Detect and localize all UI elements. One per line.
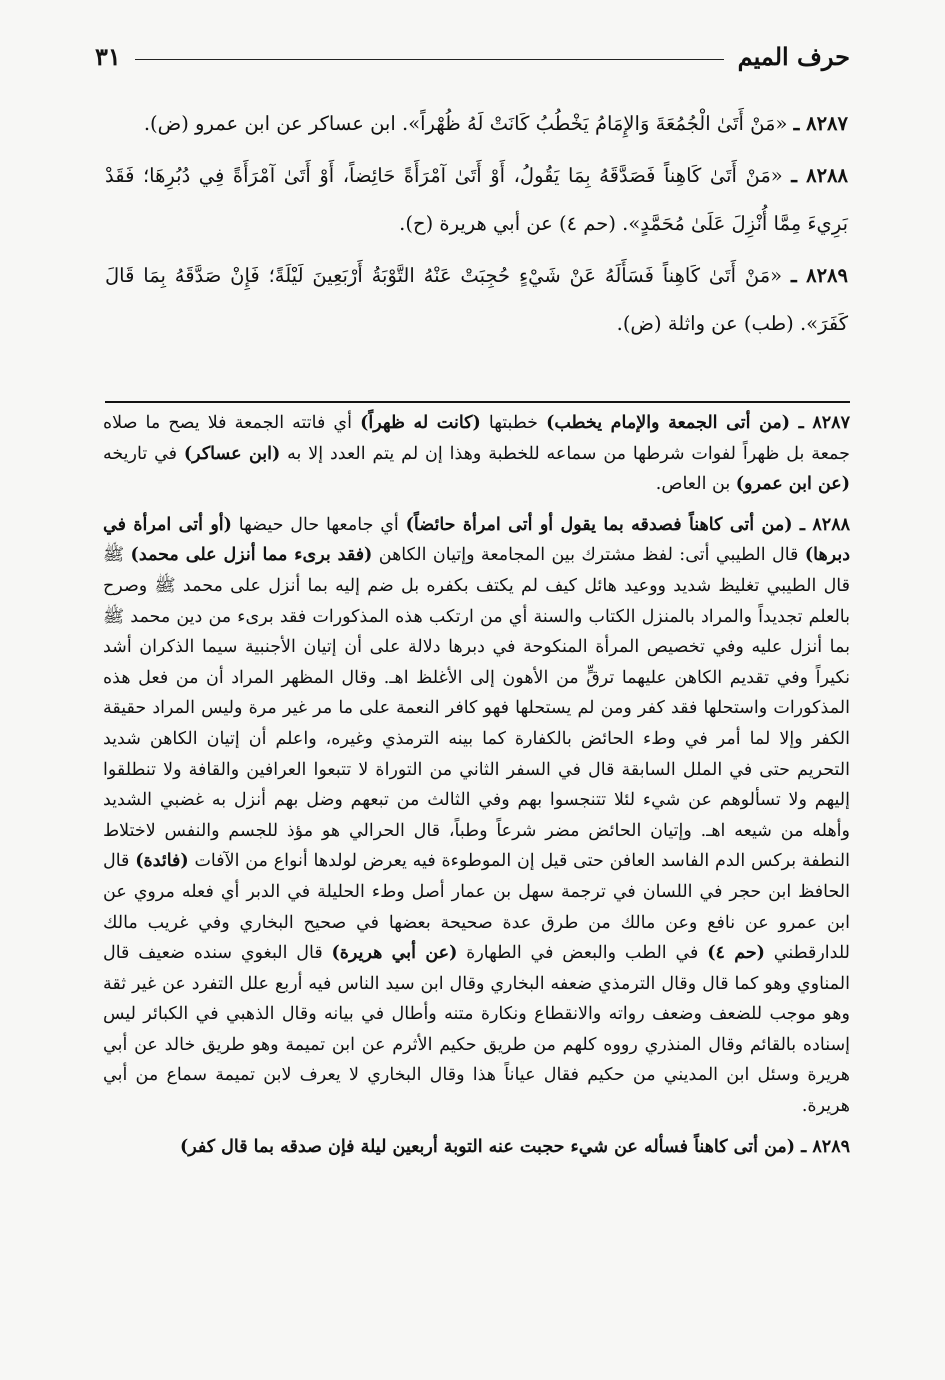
hadith-number: ٨٢٨٨ ـ — [791, 164, 848, 187]
hadith-entry — [105, 100, 848, 148]
header-rule — [135, 59, 724, 60]
commentary-paragraph — [103, 510, 850, 1122]
commentary-text: قال الحافظ ابن حجر في اللسان في ترجمة سهل بن عمار أصل وطء الحليلة في الدبر أي فعله مروي عن ابن عمرو عن نافع وعن مالك من طرق عدة صحيحة بعضها في صحيح البخاري وفي غريب مالك للدارقطني — [103, 851, 850, 964]
commentary-text: قال البغوي سنده ضعيف قال المناوي وهو كما قال وقال الترمذي ضعفه البخاري وقال ابن سيد الناس فيه أربع علل التفرد عن غير ثقة وهو موجب للضعف وضعف رواته والانقطاع ونكارة متنه وأطال في بيانه وقال الذهبي في الكبائر ليس إسناده بالقائم وقال المنذري رووه كلهم من طريق حكيم الأثرم عن ابن تميمة وهو طريق خالد عن أبي هريرة وسئل ابن المديني من حكيم فقال عياناً هذا وقال البخاري لا يعرف لابن تميمة سماع من أبي هريرة. — [103, 943, 850, 1117]
commentary-quote: (أو أتى امرأة في دبرها) — [103, 514, 850, 566]
commentary-text: بن العاص. — [655, 474, 736, 495]
commentary-quote: (فقد برىء مما أنزل على محمد) — [130, 545, 373, 566]
hadith-reference: ابن عساكر عن ابن عمرو (ض). — [143, 112, 396, 135]
commentary-text: قال الطيبي أتى: لفظ مشترك بين المجامعة وإتيان الكاهن — [372, 545, 805, 566]
commentary-quote: (حم ٤) — [707, 943, 765, 964]
commentary-quote: (عن أبي هريرة) — [331, 943, 458, 964]
hadith-entry — [105, 152, 848, 248]
page-header — [95, 42, 850, 71]
commentary-quote: (كانت له ظهراً) — [360, 413, 481, 433]
commentary-quote: (ابن عساكر) — [183, 443, 281, 464]
hadith-text-section — [105, 100, 848, 352]
chapter-title: حرف الميم — [737, 42, 850, 71]
hadith-reference: (حم ٤) عن أبي هريرة (ح). — [399, 212, 616, 235]
commentary-quote: (عن ابن عمرو) — [735, 474, 850, 495]
commentary-quote: ٨٢٨٨ ـ (من أتى كاهناً فصدقه بما يقول أو أتى امرأة حائضاً) — [405, 514, 850, 535]
commentary-text: ﷺ قال الطيبي تغليظ شديد ووعيد هائل كيف لم يكتف بكفره بل ضم إليه بما أنزل على محمد ﷺ وصرح بالعلم تجديداً والمراد بالمنزل الكتاب والسنة أي من ارتكب هذه المذكورات فقد برىء من دين محمد ﷺ بما أنزل عليه وفي تخصيص المرأة المنكوحة في دبرها دلالة على أن إتيان الأجنبية سيما الذكران أشد نكيراً وفي تقديم الكاهن عليهما ترقٍّ من الأهون إلى الأغلظ اهـ. وقال المظهر المراد أن من فعل هذه المذكورات واستحلها فقد كفر ومن لم يستحلها فهو كافر النعمة على ما مر غير مرة وليس المراد حقيقة الكفر وإلا لما أمر في وطء الحائض بالكفارة كما بينه الترمذي وغيره، واعلم أن إتيان الكاهن شديد التحريم حتى في الملل السابقة قال في السفر الثاني من التوراة لا تتبعوا العرافين والقافة ولا تنطلقوا إليهم ولا تسألوهم عن شيء لئلا تتنجسوا بهم وفي الثالث من تبعهم وضل بهم أنزل به غضبي الشديد وأهله من شيعه اهـ. وإتيان الحائض مضر شرعاً وطباً، قال الحرالي هو مؤذ للجسم والنفس لاختلاط النطفة بركس الدم الفاسد العافن حتى قيل إن الموطوءة فيه يعرض لولدها أنواع من الآفات — [103, 545, 851, 872]
commentary-quote: (فائدة) — [135, 851, 189, 872]
hadith-number: ٨٢٨٧ ـ — [793, 112, 848, 135]
commentary-text: ما صلاه جمعة بل ظهراً لفوات شرطها من سماعه للخطبة وهذا إن لم يتم العدد إلا به — [103, 413, 850, 464]
commentary-text: في الطب والبعض في الطهارة — [457, 943, 708, 964]
commentary-section — [103, 408, 850, 1172]
section-divider — [105, 401, 850, 403]
commentary-paragraph — [103, 408, 850, 500]
hadith-reference: (طب) عن واثلة (ض). — [616, 312, 794, 335]
commentary-text: أي جامعها حال حيضها — [231, 514, 406, 535]
commentary-text: أي فاتته الجمعة فلا يصح — [160, 413, 361, 433]
commentary-text: في تاريخه — [103, 443, 184, 464]
hadith-number: ٨٢٨٩ ـ — [790, 264, 848, 287]
commentary-paragraph — [103, 1132, 850, 1163]
hadith-text: «مَنْ أَتَىٰ كَاهِناً فَسَأَلَهُ عَنْ شَيْءٍ حُجِبَتْ عَنْهُ التَّوْبَةُ أَرْبَعِينَ لَيْلَةً؛ فَإِنْ صَدَّقَهُ بِمَا قَالَ كَفَرَ». — [105, 264, 848, 335]
hadith-text: «مَنْ أَتَىٰ كَاهِناً فَصَدَّقَهُ بِمَا يَقُولُ، أَوْ أَتَىٰ آمْرَأَةً حَائِضاً، أَوْ أَتَىٰ آمْرَأَةً فِي دُبُرِهَا؛ فَقَدْ بَرِيءَ مِمَّا أُنْزِلَ عَلَىٰ مُحَمَّدٍ». — [105, 164, 848, 235]
page-number: ٣١ — [95, 42, 121, 71]
commentary-quote: ٨٢٨٧ ـ (من أتى الجمعة والإمام يخطب) — [546, 413, 850, 433]
commentary-quote: ٨٢٨٩ ـ (من أتى كاهناً فسأله عن شيء حجبت عنه التوبة أربعين ليلة فإن صدقه بما قال كفر) — [179, 1136, 850, 1157]
commentary-text: خطبتها — [480, 413, 547, 433]
hadith-entry — [105, 252, 848, 348]
hadith-text: «مَنْ أَتَىٰ الْجُمُعَةَ وَالإِمَامُ يَخْطُبُ كَانَتْ لَهُ ظُهْراً». — [402, 112, 788, 135]
